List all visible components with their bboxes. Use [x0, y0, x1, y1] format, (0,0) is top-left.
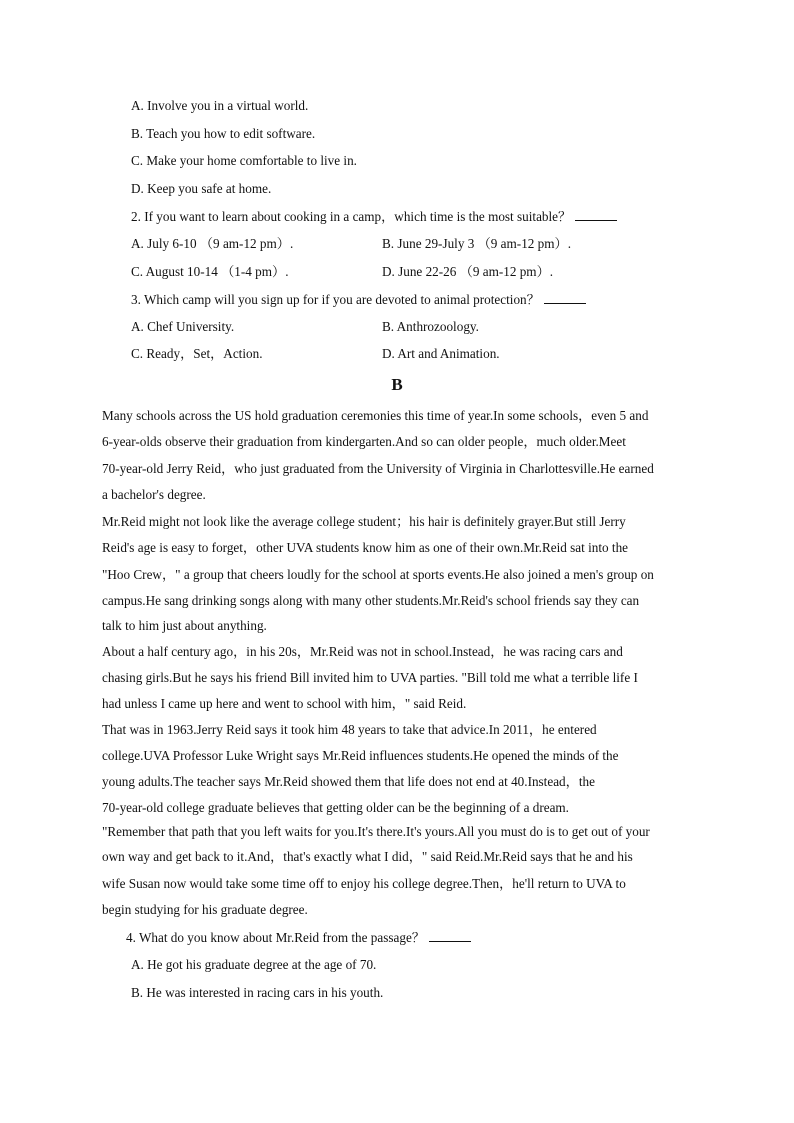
- passage-line: own way and get back to it.And，that's exactly what I did，" said Reid.Mr.Reid says that he and his: [102, 849, 633, 864]
- passage-line: college.UVA Professor Luke Wright says Mr.Reid influences students.He opened the minds of the: [102, 748, 619, 763]
- passage-line: a bachelor's degree.: [102, 487, 206, 502]
- question-2-text: 2. If you want to learn about cooking in a camp，which time is the most suitable？: [131, 209, 572, 224]
- passage-line: 70-year-old Jerry Reid，who just graduated from the University of Virginia in Charlottesville.He earned: [102, 461, 654, 476]
- passage-line: That was in 1963.Jerry Reid says it took him 48 years to take that advice.In 2011，he entered: [102, 722, 597, 737]
- passage-line: "Hoo Crew，" a group that cheers loudly for the school at sports events.He also joined a men's group on: [102, 567, 654, 582]
- question-3-text: 3. Which camp will you sign up for if you are devoted to animal protection？: [131, 292, 540, 307]
- passage-line: Reid's age is easy to forget，other UVA students know him as one of their own.Mr.Reid sat into the: [102, 540, 629, 555]
- passage-line: 6-year-olds observe their graduation from kindergarten.And so can older people，much older.Meet: [102, 434, 626, 449]
- q2-option-a: A. July 6-10 （9 am-12 pm）.: [131, 236, 294, 251]
- passage-line: begin studying for his graduate degree.: [102, 902, 308, 917]
- answer-blank: [544, 291, 586, 304]
- q3-option-d: D. Art and Animation.: [382, 346, 500, 361]
- passage-line: Mr.Reid might not look like the average college student；his hair is definitely grayer.But still Jerry: [102, 514, 626, 529]
- q4-option-b: B. He was interested in racing cars in his youth.: [131, 985, 384, 1000]
- prev-option-a: A. Involve you in a virtual world.: [131, 98, 309, 113]
- prev-option-d: D. Keep you safe at home.: [131, 181, 272, 196]
- passage-line: 70-year-old college graduate believes that getting older can be the beginning of a dream.: [102, 800, 569, 815]
- passage-line: campus.He sang drinking songs along with many other students.Mr.Reid's school friends say they can: [102, 593, 640, 608]
- prev-option-c: C. Make your home comfortable to live in.: [131, 153, 357, 168]
- question-4: [126, 929, 471, 946]
- passage-line: Many schools across the US hold graduation ceremonies this time of year.In some schools，even 5 and: [102, 408, 649, 423]
- answer-blank: [575, 208, 617, 221]
- section-heading: B: [391, 375, 403, 394]
- q3-option-b: B. Anthrozoology.: [382, 319, 479, 334]
- q2-option-b: B. June 29-July 3 （9 am-12 pm）.: [382, 236, 572, 251]
- passage-line: wife Susan now would take some time off to enjoy his college degree.Then，he'll return to UVA to: [102, 876, 626, 891]
- question-2: [131, 208, 617, 225]
- question-3: [131, 291, 586, 308]
- answer-blank: [429, 929, 471, 942]
- passage-line: had unless I came up here and went to school with him，" said Reid.: [102, 696, 467, 711]
- passage-line: talk to him just about anything.: [102, 618, 267, 633]
- q3-option-c: C. Ready，Set，Action.: [131, 346, 263, 361]
- q4-option-a: A. He got his graduate degree at the age of 70.: [131, 957, 377, 972]
- q2-option-d: D. June 22-26 （9 am-12 pm）.: [382, 264, 554, 279]
- passage-line: About a half century ago，in his 20s，Mr.Reid was not in school.Instead，he was racing cars and: [102, 644, 623, 659]
- passage-line: "Remember that path that you left waits for you.It's there.It's yours.All you must do is to get out of your: [102, 824, 650, 839]
- q2-option-c: C. August 10-14 （1-4 pm）.: [131, 264, 289, 279]
- passage-line: chasing girls.But he says his friend Bill invited him to UVA parties. "Bill told me what a terrible life I: [102, 670, 638, 685]
- prev-option-b: B. Teach you how to edit software.: [131, 126, 316, 141]
- question-4-text: 4. What do you know about Mr.Reid from the passage？: [126, 930, 425, 945]
- q3-option-a: A. Chef University.: [131, 319, 235, 334]
- passage-line: young adults.The teacher says Mr.Reid showed them that life does not end at 40.Instead，the: [102, 774, 595, 789]
